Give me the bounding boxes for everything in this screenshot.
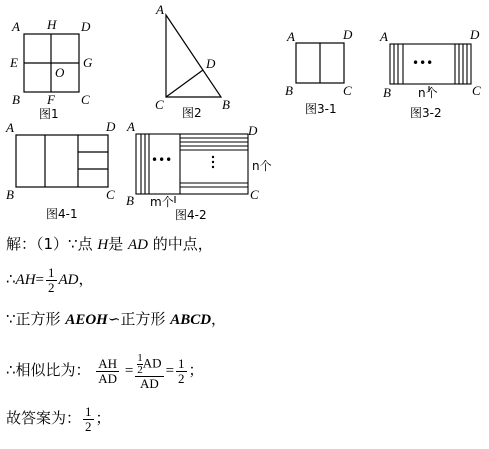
fig31-label-d: D [343, 27, 353, 42]
fig1-label-g: G [83, 55, 93, 70]
fig32-dots: ••• [412, 56, 434, 70]
solution-line-4: ∴相似比为： $\frac{AH}{AD}$ = $\frac{1}{2}$ AD AD = $\frac{1}{2}$ ； [6, 351, 204, 391]
figure-4-2 [136, 134, 248, 203]
fig32-caption: 图3-2 [410, 106, 442, 120]
fig41-rectangle [16, 135, 108, 187]
solution-line-5: 故答案为： $\frac{1}{2}$ ； [6, 404, 111, 434]
fig32-label-d: D [470, 27, 480, 42]
fig2-segment-cd [166, 70, 203, 97]
solution-line-2: ∴AH= $\frac{1}{2}$ AD， [6, 265, 94, 295]
fig41-labels [5, 119, 116, 221]
fraction-result: $\frac{1}{2}$ [178, 356, 185, 387]
fig2-label-b: B [222, 97, 230, 112]
fig32-label-a: A [380, 29, 388, 44]
fig31-labels [285, 27, 353, 116]
figure-3-1 [296, 43, 344, 83]
fig32-count-n: n个 [418, 86, 438, 100]
fig1-label-b: B [12, 92, 20, 107]
figure-4-1 [16, 135, 108, 187]
fig42-label-a: A [127, 119, 135, 134]
fig41-label-d: D [106, 119, 116, 134]
fig1-label-c: C [81, 92, 90, 107]
solution-line-3: ∵正方形 AEOH∽正方形 ABCD， [6, 310, 227, 328]
fig1-label-h: H [47, 17, 57, 32]
fig1-label-a: A [12, 19, 20, 34]
fig1-label-d: D [81, 19, 91, 34]
fig2-caption: 图2 [182, 106, 202, 120]
fig42-dots: ••• [151, 153, 173, 167]
fig31-label-b: B [285, 83, 293, 98]
answer-fraction: $\frac{1}{2}$ [85, 404, 92, 434]
fig31-label-c: C [343, 83, 352, 98]
fig1-label-e: E [10, 55, 18, 70]
fig31-caption: 图3-1 [305, 102, 337, 116]
figure-1 [24, 34, 79, 92]
fig41-label-c: C [106, 187, 115, 202]
fig41-label-a: A [6, 120, 14, 135]
fig31-label-a: A [287, 29, 295, 44]
fig1-label-o: O [55, 65, 65, 80]
fraction-ah-over-ad: $\frac{AH}{AD}$ [98, 356, 118, 387]
fraction-one-half: $\frac{1}{2}$ [48, 265, 55, 295]
fig42-count-m: m个 [150, 195, 174, 209]
fig32-label-c: C [472, 83, 481, 98]
fraction-half-ad-over-ad: $\frac{1}{2}$ AD AD [137, 351, 162, 391]
solution-line-1: 解：（1）∵点 H是 AD 的中点， [6, 235, 213, 253]
fig42-count-n: n个 [252, 159, 272, 173]
fig32-label-b: B [383, 85, 391, 100]
fig2-label-d: D [206, 56, 216, 71]
fig42-label-b: B [126, 193, 134, 208]
fig42-caption: 图4-2 [175, 208, 207, 222]
fig1-label-f: F [47, 92, 55, 107]
fig42-label-d: D [248, 123, 258, 138]
fig1-caption: 图1 [39, 107, 59, 121]
fig42-label-c: C [250, 187, 259, 202]
fig2-label-c: C [155, 97, 164, 112]
fig41-caption: 图4-1 [46, 207, 78, 221]
fig41-label-b: B [6, 187, 14, 202]
fig2-label-a: A [156, 2, 164, 17]
